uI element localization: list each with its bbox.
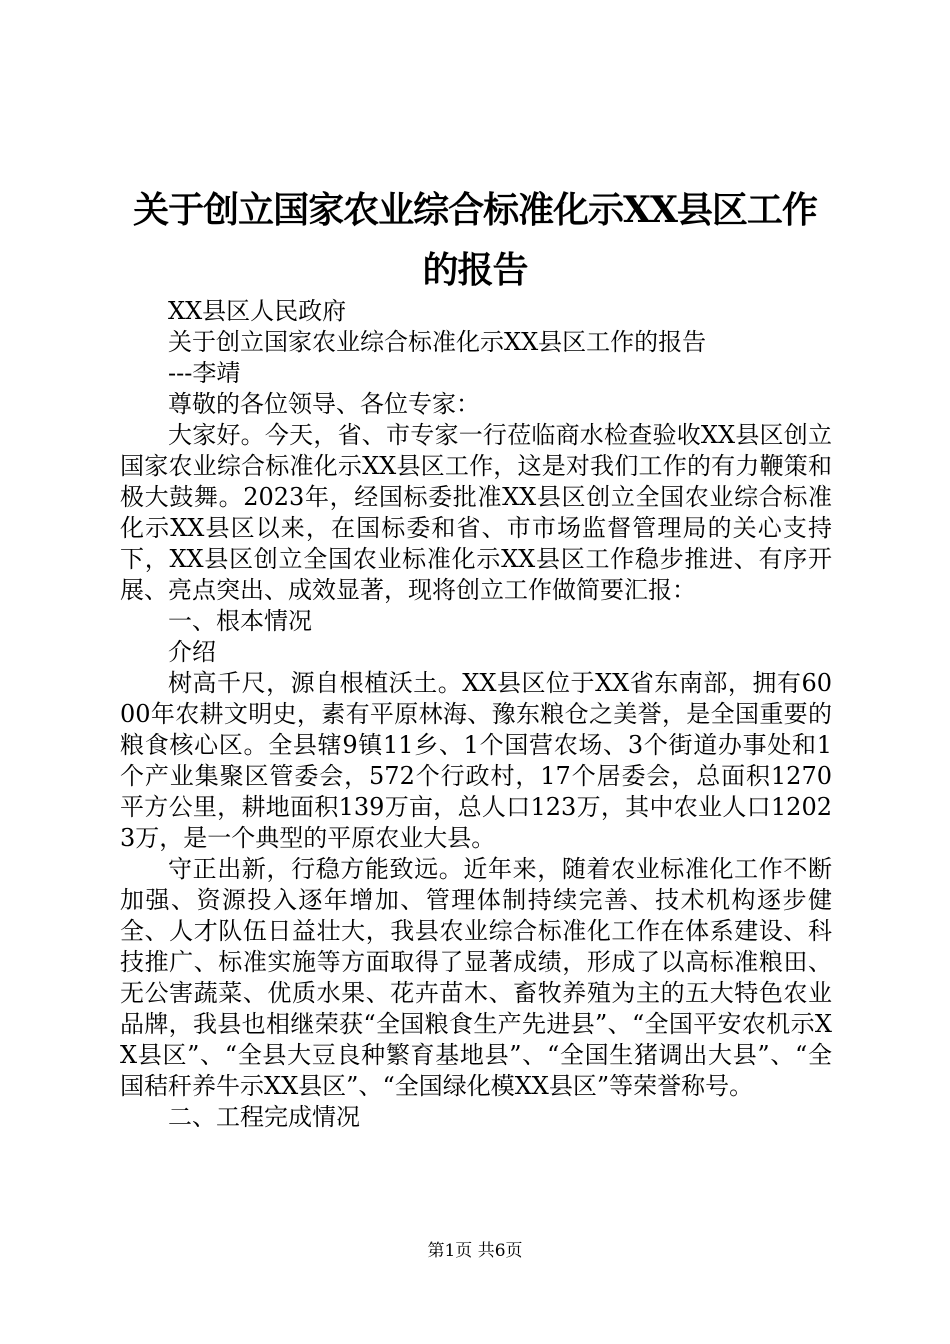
section-heading-1: 一、根本情况 bbox=[168, 607, 312, 635]
paragraph-opening: 大家好。今天，省、市专家一行莅临商水检查验收XX县区创立国家农业综合标准化示XX县区工作，这是对我们工作的有力鞭策和极大鼓舞。2023年，经国标委批准XX县区创立全国农业综合标准化示XX县区以来，在国标委和省、市市场监督管理局的关心支持下，XX县区创立全国农业标准化示XX县区工作稳步推进、有序开展、亮点突出、成效显著，现将创立工作做简要汇报： bbox=[120, 421, 832, 604]
paragraph-achievements: 守正出新，行稳方能致远。近年来，随着农业标准化工作不断加强、资源投入逐年增加、管理体制持续完善、技术机构逐步健全、人才队伍日益壮大，我县农业综合标准化工作在体系建设、科技推广、标准实施等方面取得了显著成绩，形成了以高标准粮田、无公害蔬菜、优质水果、花卉苗木、畜牧养殖为主的五大特色农业品牌，我县也相继荣获“全国粮食生产先进县”、“全国平安农机示XX县区”、“全县大豆良种繁育基地县”、“全国生猪调出大县”、“全国秸秆养牛示XX县区”、“全国绿化模XX县区”等荣誉称号。 bbox=[120, 855, 832, 1100]
paragraph-author: ---李靖 bbox=[168, 359, 241, 387]
section-heading-1-cont: 介绍 bbox=[168, 638, 216, 666]
paragraph-salutation: 尊敬的各位领导、各位专家： bbox=[168, 390, 480, 418]
paragraph-addressee: XX县区人民政府 bbox=[168, 297, 347, 325]
document-body bbox=[120, 296, 832, 1133]
paragraph-overview: 树高千尺，源自根植沃土。XX县区位于XX省东南部，拥有6000年农耕文明史，素有平原林海、豫东粮仓之美誉，是全国重要的粮食核心区。全县辖9镇11乡、1个国营农场、3个街道办事处和1个产业集聚区管委会，572个行政村，17个居委会，总面积1270平方公里，耕地面积139万亩，总人口123万，其中农业人口12023万，是一个典型的平原农业大县。 bbox=[120, 669, 832, 852]
page-footer: 第1页 共6页 bbox=[427, 1241, 523, 1261]
paragraph-subtitle: 关于创立国家农业综合标准化示XX县区工作的报告 bbox=[168, 328, 707, 356]
document-title: 关于创立国家农业综合标准化示XX县区工作的报告 bbox=[133, 189, 817, 291]
section-heading-2: 二、工程完成情况 bbox=[168, 1103, 360, 1131]
